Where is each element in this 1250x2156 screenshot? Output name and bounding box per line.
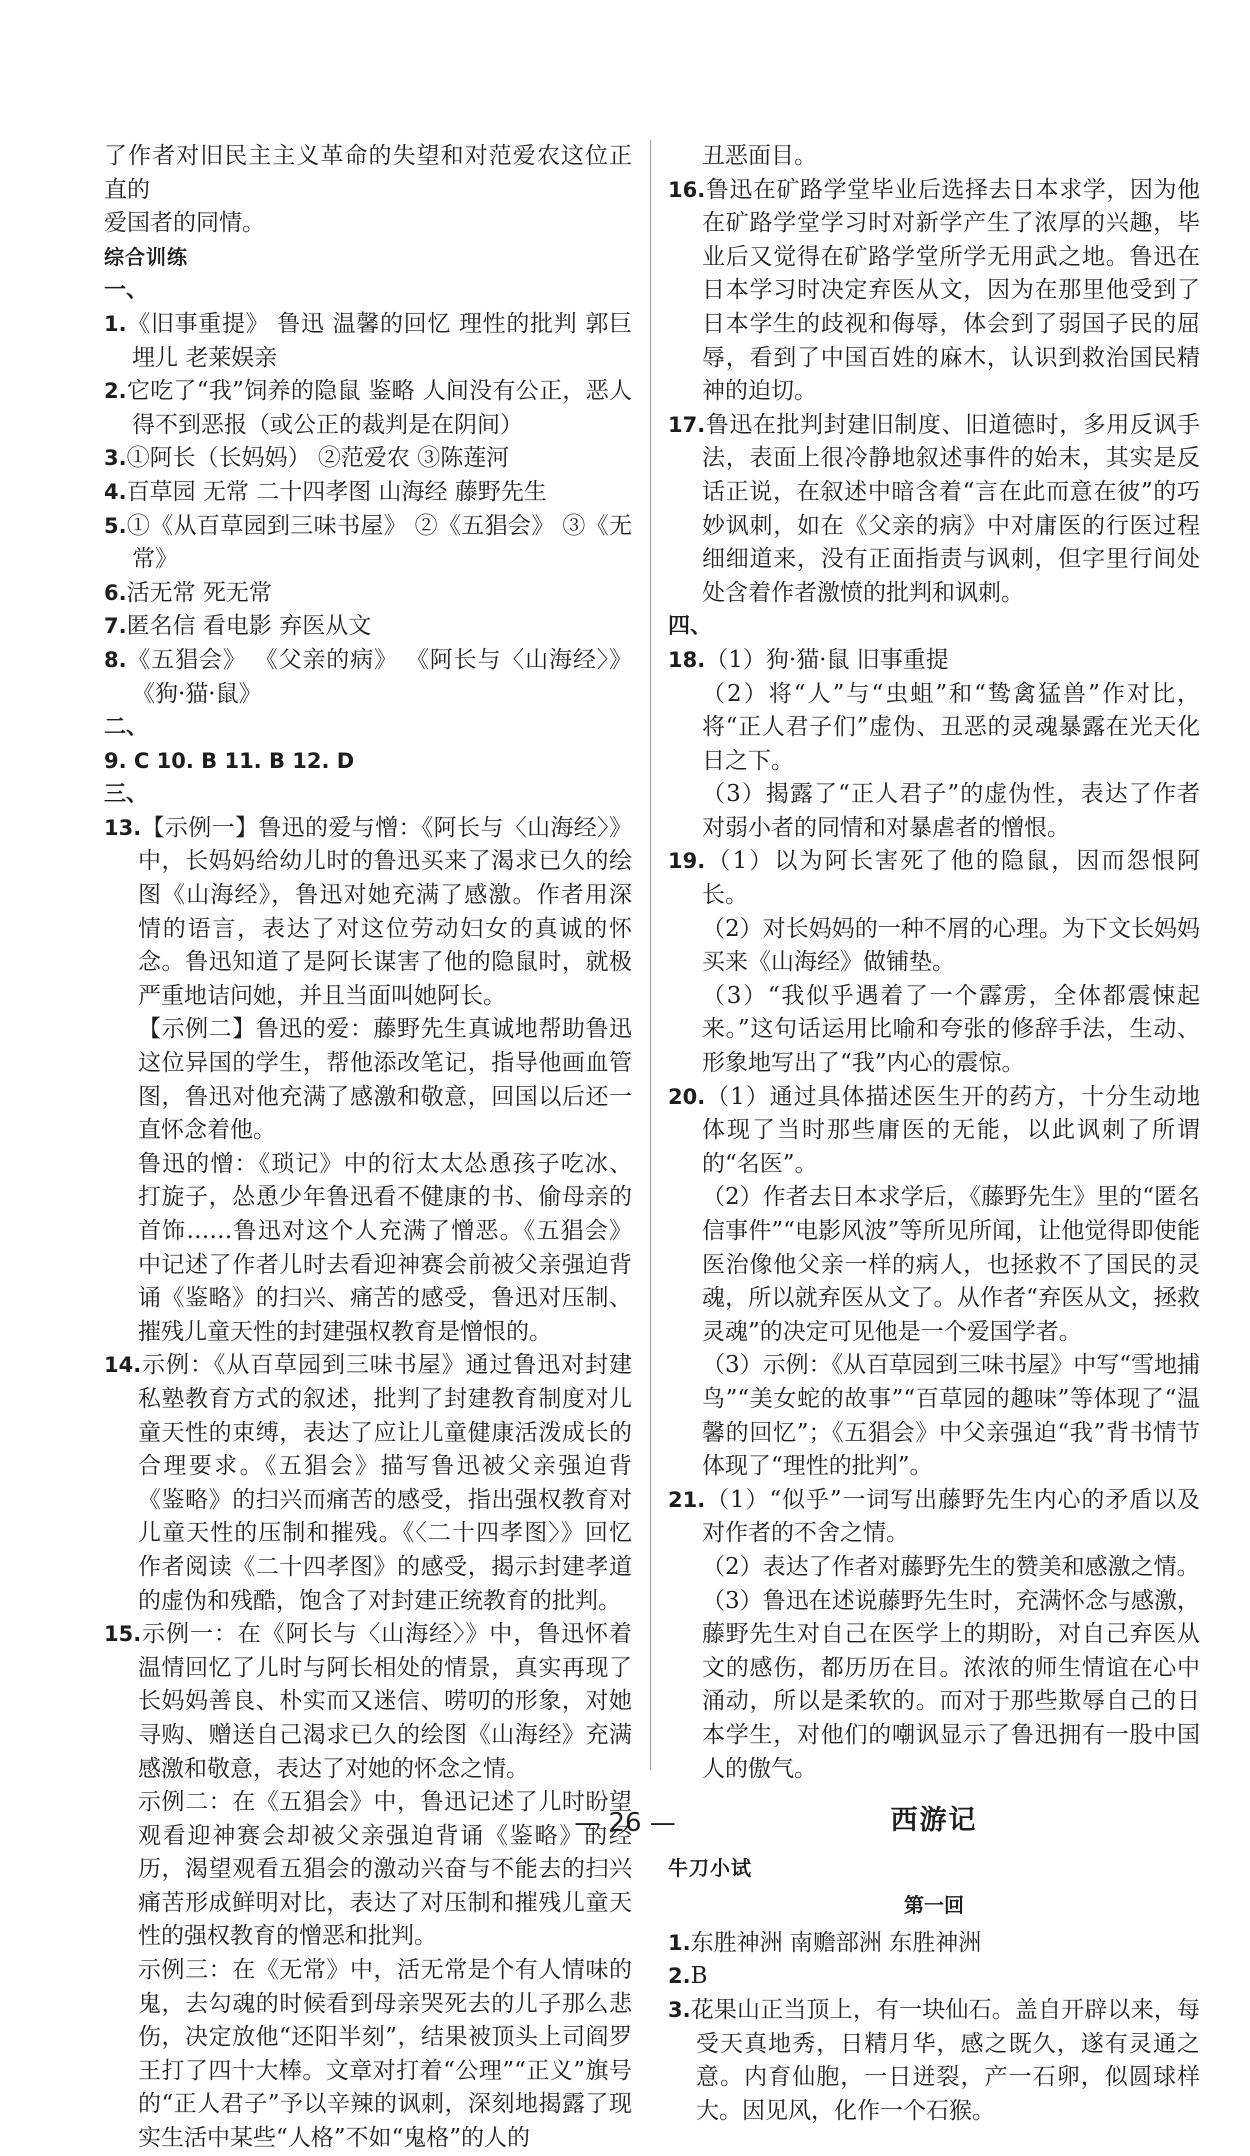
column-divider — [650, 140, 651, 1770]
answer-paragraph: （2）对长妈妈的一种不屑的心理。为下文长妈妈买来《山海经》做铺垫。 — [702, 915, 1200, 976]
answer-item — [104, 644, 632, 711]
item-text: 匿名信 看电影 弃医从文 — [126, 613, 372, 640]
item-number: 8. — [104, 647, 127, 672]
item-text: （1）通过具体描述医生开的药方，十分生动地体现了当时那些庸医的无能，以此讽刺了所谓的“名医”。 — [702, 1083, 1200, 1177]
subsection-title: 牛刀小试 — [668, 1855, 752, 1880]
item-number: 13. — [104, 815, 142, 840]
answer-paragraph: （2）将“人”与“虫蛆”和“鸷禽猛兽”作对比，将“正人君子们”虚伪、丑恶的灵魂暴露在光天化日之下。 — [702, 680, 1200, 774]
item-text: 百草园 无常 二十四孝图 山海经 藤野先生 — [126, 478, 547, 505]
intro-line: 了作者对旧民主主义革命的失望和对范爱农这位正直的 — [104, 143, 632, 203]
item-text: 《旧事重提》 鲁迅 温馨的回忆 理性的批判 郭巨埋儿 老莱娱亲 — [126, 310, 632, 371]
item-text: 《五猖会》 《父亲的病》 《阿长与〈山海经〉》 《狗·猫·鼠》 — [126, 646, 632, 707]
item-text: （1）狗·猫·鼠 旧事重提 — [705, 646, 949, 673]
answer-item — [104, 510, 632, 577]
answer-item — [104, 375, 632, 442]
item-number: 3. — [668, 1998, 691, 2023]
answer-item — [668, 1994, 1200, 2128]
answer-item — [104, 1618, 632, 1786]
intro-line: 爱国者的同情。 — [104, 210, 265, 237]
answer-paragraph: 鲁迅的憎：《琐记》中的衍太太怂恿孩子吃冰、打旋子，怂恿少年鲁迅看不健康的书、偷母亲的首饰……鲁迅对这个人充满了憎恶。《五猖会》中记述了作者儿时去看迎神赛会前被父亲强迫背诵《鉴略》的扫兴、痛苦的感受，鲁迅对压制、摧残儿童天性的封建强权教育是憎恨的。 — [138, 1150, 632, 1345]
item-text: 【示例一】鲁迅的爱与憎：《阿长与〈山海经〉》中，长妈妈给幼儿时的鲁迅买来了渴求已久的绘图《山海经》，鲁迅对她充满了感激。作者用深情的语言，表达了对这位劳动妇女的真诚的怀念。鲁迅知道了是阿长谋害了他的隐鼠时，就极严重地诘问她，并且当面叫她阿长。 — [138, 814, 632, 1009]
answer-paragraph: （3）揭露了“正人君子”的虚伪性，表达了作者对弱小者的同情和对暴虐者的憎恨。 — [702, 781, 1200, 841]
answer-item — [104, 308, 632, 375]
answer-item — [668, 409, 1200, 611]
item-number: 21. — [668, 1487, 706, 1512]
answer-item — [668, 1484, 1200, 1551]
item-number: 14. — [104, 1353, 142, 1378]
answer-item: 9. C 10. B 11. B 12. D — [104, 748, 355, 773]
item-text: 花果山正当顶上，有一块仙石。盖自开辟以来，每受天真地秀，日精月华，感之既久，遂有灵通之意。内育仙胞，一日迸裂，产一石卵，似圆球样大。因见风，化作一个石猴。 — [690, 1997, 1200, 2124]
answer-item — [668, 1927, 1200, 1961]
answer-paragraph: 示例二：在《五猖会》中，鲁迅记述了儿时盼望观看迎神赛会却被父亲强迫背诵《鉴略》的经历，渴望观看五猖会的激动兴奋与不能去的扫兴痛苦形成鲜明对比，表达了对压制和摧残儿童天性的强权教育的憎恶和批判。 — [138, 1789, 632, 1950]
item-text: 它吃了“我”饲养的隐鼠 鉴略 人间没有公正，恶人得不到恶报（或公正的裁判是在阴间） — [126, 378, 632, 438]
answer-item — [104, 442, 632, 476]
item-number: 7. — [104, 614, 127, 639]
item-number: 4. — [104, 479, 127, 504]
item-number: 6. — [104, 580, 127, 605]
answer-item — [668, 174, 1200, 409]
item-text: 示例：《从百草园到三味书屋》通过鲁迅对封建私塾教育方式的叙述，批判了封建教育制度对儿童天性的束缚，表达了应让儿童健康活泼成长的合理要求。《五猖会》描写鲁迅被父亲强迫背《鉴略》的扫兴而痛苦的感受，指出强权教育对儿童天性的压制和摧残。《〈二十四孝图〉》回忆作者阅读《二十四孝图》的感受，揭示封建孝道的虚伪和残酷，饱含了对封建正统教育的批判。 — [138, 1352, 632, 1614]
item-number: 17. — [668, 412, 706, 437]
item-number: 1. — [668, 1930, 691, 1955]
item-text: 活无常 死无常 — [126, 579, 272, 606]
part-heading: 三、 — [104, 782, 149, 808]
answer-item — [104, 1349, 632, 1618]
item-text: （1）以为阿长害死了他的隐鼠，因而怨恨阿长。 — [702, 848, 1200, 909]
answer-paragraph: 【示例二】鲁迅的爱：藤野先生真诚地帮助鲁迅这位异国的学生，帮他添改笔记，指导他画血管图，鲁迅对他充满了感激和敬意，回国以后还一直怀念着他。 — [138, 1016, 632, 1144]
item-number: 15. — [104, 1622, 142, 1647]
item-text: （1）“似乎”一词写出藤野先生内心的矛盾以及对作者的不舍之情。 — [702, 1486, 1200, 1547]
answer-paragraph: 示例三：在《无常》中，活无常是个有人情味的鬼，去勾魂的时候看到母亲哭死去的儿子那么悲伤，决定放他“还阳半刻”，结果被顶头上司阎罗王打了四十大棒。文章对打着“公理”“正义”旗号的“正人君子”予以辛辣的讽刺，深刻地揭露了现实生活中某些“人格”不如“鬼格”的人的 — [138, 1957, 632, 2152]
answer-paragraph: （3）鲁迅在述说藤野先生时，充满怀念与感激，藤野先生对自己在医学上的期盼，对自己弃医从文的感伤，都历历在目。浓浓的师生情谊在心中涌动，所以是柔软的。而对于那些欺辱自己的日本学生，对他们的嘲讽显示了鲁迅拥有一股中国人的傲气。 — [702, 1587, 1200, 1782]
item-text: 鲁迅在矿路学堂毕业后选择去日本求学，因为他在矿路学堂学习时对新学产生了浓厚的兴趣，毕业后又觉得在矿路学堂所学无用武之地。鲁迅在日本学习时决定弃医从文，因为在那里他受到了日本学生的歧视和侮辱，体会到了弱国子民的屈辱，看到了中国百姓的麻木，认识到救治国民精神的迫切。 — [702, 176, 1200, 405]
item-number: 5. — [104, 513, 127, 538]
item-number: 18. — [668, 647, 706, 672]
answer-item — [104, 476, 632, 510]
answer-item — [668, 845, 1200, 912]
item-number: 16. — [668, 177, 706, 202]
item-number: 3. — [104, 446, 127, 471]
answer-item — [668, 644, 1200, 678]
item-number: 1. — [104, 311, 127, 336]
item-number: 2. — [104, 379, 127, 404]
answer-paragraph: （2）表达了作者对藤野先生的赞美和感激之情。 — [702, 1553, 1200, 1580]
answer-paragraph: （3）示例：《从百草园到三味书屋》中写“雪地捕鸟”“美女蛇的故事”“百草园的趣味”等体现了“温馨的回忆”；《五猖会》中父亲强迫“我”背书情节体现了“理性的批判”。 — [702, 1352, 1200, 1480]
left-column — [104, 140, 632, 2156]
item-text: B — [690, 1963, 708, 1990]
item-number: 19. — [668, 849, 706, 874]
answer-paragraph: （3）“我似乎遇着了一个霹雳，全体都震悚起来。”这句话运用比喻和夸张的修辞手法，生动、形象地写出了“我”内心的震惊。 — [702, 982, 1200, 1077]
item-text: ①《从百草园到三味书屋》 ②《五猖会》 ③《无常》 — [126, 512, 632, 573]
answer-paragraph: （2）作者去日本求学后，《藤野先生》里的“匿名信事件”“电影风波”等所见所闻，让他觉得即使能医治像他父亲一样的病人，也拯救不了国民的灵魂，所以就弃医从文了。从作者“弃医从文，拯救灵魂”的决定可见他是一个爱国学者。 — [702, 1184, 1200, 1345]
item-number: 20. — [668, 1084, 706, 1109]
answer-item — [104, 812, 632, 1014]
chapter-title: 第一回 — [904, 1893, 964, 1918]
page-number: — 26 — — [574, 1808, 676, 1838]
part-heading: 一、 — [104, 278, 149, 304]
answer-item — [668, 1081, 1200, 1182]
item-number: 2. — [668, 1964, 691, 1989]
item-text: ①阿长（长妈妈） ②范爱农 ③陈莲河 — [126, 445, 510, 472]
part-heading: 四、 — [668, 614, 713, 640]
answer-item — [104, 577, 632, 611]
section-title: 综合训练 — [104, 244, 188, 269]
answer-item — [668, 1960, 1200, 1994]
answer-paragraph: 丑恶面目。 — [702, 143, 817, 169]
answer-item — [104, 610, 632, 644]
item-text: 鲁迅在批判封建旧制度、旧道德时，多用反讽手法，表面上很冷静地叙述事件的始末，其实是反话正说，在叙述中暗含着“言在此而意在彼”的巧妙讽刺，如在《父亲的病》中对庸医的行医过程细细道来，没有正面指责与讽刺，但字里行间处处含着作者激愤的批判和讽刺。 — [702, 411, 1200, 606]
item-text: 东胜神洲 南赡部洲 东胜神洲 — [690, 1929, 982, 1956]
book-title: 西游记 — [890, 1805, 978, 1837]
item-text: 示例一：在《阿长与〈山海经〉》中，鲁迅怀着温情回忆了儿时与阿长相处的情景，真实再现了长妈妈善良、朴实而又迷信、唠叨的形象，对她寻购、赠送自己渴求已久的绘图《山海经》充满感激和敬意，表达了对她的怀念之情。 — [138, 1621, 632, 1782]
part-heading: 二、 — [104, 715, 149, 741]
